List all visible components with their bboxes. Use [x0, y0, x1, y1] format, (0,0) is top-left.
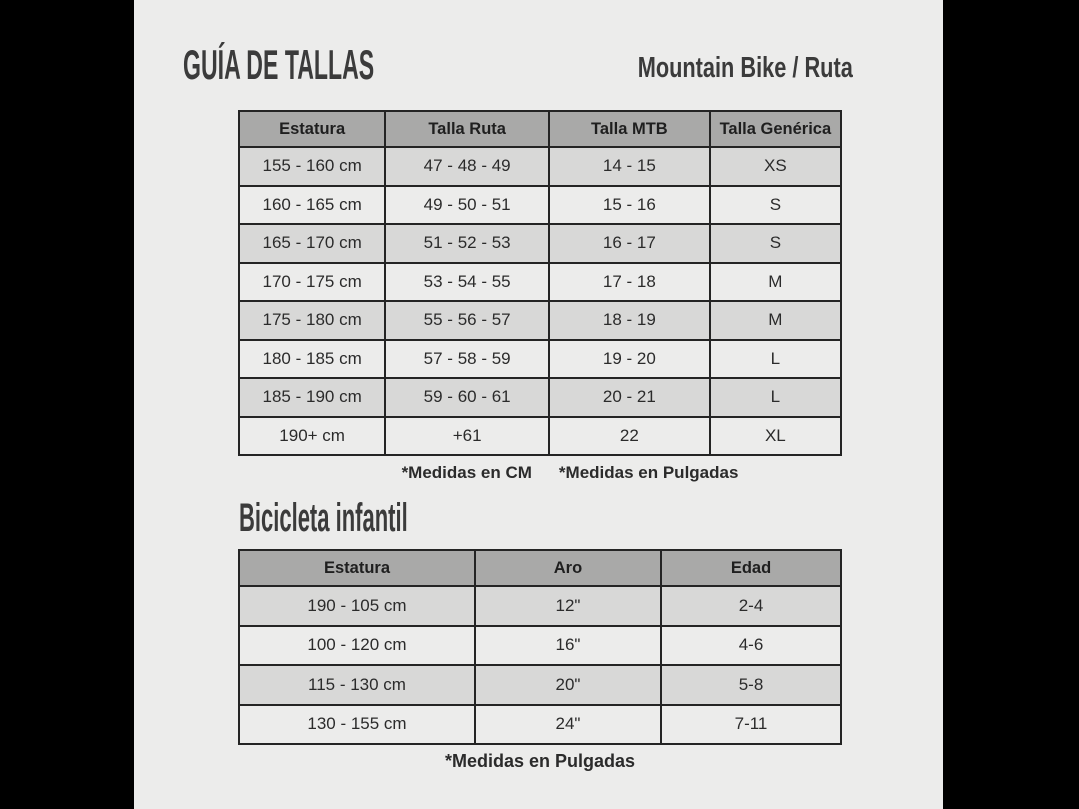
table-row: [239, 224, 841, 263]
table-cell: S: [710, 224, 841, 263]
column-header-talla-ruta: Talla Ruta: [385, 111, 549, 147]
table-cell: 47 - 48 - 49: [385, 147, 549, 186]
column-header-edad: Edad: [661, 550, 841, 586]
table-row: [239, 665, 841, 705]
table-cell: 18 - 19: [549, 301, 710, 340]
table-cell: 155 - 160 cm: [239, 147, 385, 186]
page-subtitle: Mountain Bike / Ruta: [637, 52, 853, 84]
table-cell: 14 - 15: [549, 147, 710, 186]
table-cell: 17 - 18: [549, 263, 710, 302]
table-row: [239, 340, 841, 379]
table-cell: S: [710, 186, 841, 225]
kids-table-header-row: [239, 550, 841, 586]
page-title: GUÍA DE TALLAS: [183, 41, 375, 88]
table-cell: 100 - 120 cm: [239, 626, 475, 666]
table-cell: 2-4: [661, 586, 841, 626]
table-cell: 115 - 130 cm: [239, 665, 475, 705]
table-cell: 160 - 165 cm: [239, 186, 385, 225]
table-cell: +61: [385, 417, 549, 456]
table-cell: 180 - 185 cm: [239, 340, 385, 379]
column-header-talla-generica: Talla Genérica: [710, 111, 841, 147]
table-cell: XL: [710, 417, 841, 456]
column-header-estatura: Estatura: [239, 111, 385, 147]
table-cell: M: [710, 301, 841, 340]
table-cell: 5-8: [661, 665, 841, 705]
table-cell: 130 - 155 cm: [239, 705, 475, 745]
column-header-talla-mtb: Talla MTB: [549, 111, 710, 147]
size-guide-panel: [134, 0, 943, 809]
table-row: [239, 147, 841, 186]
column-header-aro: Aro: [475, 550, 661, 586]
table-cell: 22: [549, 417, 710, 456]
table-cell: 4-6: [661, 626, 841, 666]
footnote-cm: *Medidas en CM: [401, 463, 532, 482]
table-cell: 24": [475, 705, 661, 745]
table-row: [239, 586, 841, 626]
table-cell: 16 - 17: [549, 224, 710, 263]
table-cell: XS: [710, 147, 841, 186]
table-row: [239, 705, 841, 745]
table-cell: 57 - 58 - 59: [385, 340, 549, 379]
table-cell: M: [710, 263, 841, 302]
table-cell: 165 - 170 cm: [239, 224, 385, 263]
table-cell: 170 - 175 cm: [239, 263, 385, 302]
table-cell: 12": [475, 586, 661, 626]
table-row: [239, 378, 841, 417]
table-cell: 7-11: [661, 705, 841, 745]
table-cell: 185 - 190 cm: [239, 378, 385, 417]
table-cell: L: [710, 378, 841, 417]
adult-size-table: [238, 110, 842, 456]
table-row: [239, 186, 841, 225]
table-cell: 16": [475, 626, 661, 666]
table-cell: 51 - 52 - 53: [385, 224, 549, 263]
table-row: [239, 417, 841, 456]
kids-section-title: Bicicleta infantil: [239, 496, 408, 540]
table-cell: 20 - 21: [549, 378, 710, 417]
table-cell: 59 - 60 - 61: [385, 378, 549, 417]
table-cell: 15 - 16: [549, 186, 710, 225]
column-header-estatura: Estatura: [239, 550, 475, 586]
kids-table-footnote: *Medidas en Pulgadas: [444, 751, 636, 771]
table-row: [239, 301, 841, 340]
table-row: [239, 263, 841, 302]
footnote-inches: *Medidas en Pulgadas: [558, 463, 739, 482]
table-cell: 20": [475, 665, 661, 705]
table-cell: L: [710, 340, 841, 379]
table-cell: 175 - 180 cm: [239, 301, 385, 340]
table-cell: 190 - 105 cm: [239, 586, 475, 626]
kids-size-table: [238, 549, 842, 745]
table-cell: 19 - 20: [549, 340, 710, 379]
adult-table-header-row: [239, 111, 841, 147]
table-cell: 55 - 56 - 57: [385, 301, 549, 340]
table-cell: 49 - 50 - 51: [385, 186, 549, 225]
table-row: [239, 626, 841, 666]
table-cell: 190+ cm: [239, 417, 385, 456]
table-cell: 53 - 54 - 55: [385, 263, 549, 302]
adult-table-footnotes: [268, 463, 872, 483]
